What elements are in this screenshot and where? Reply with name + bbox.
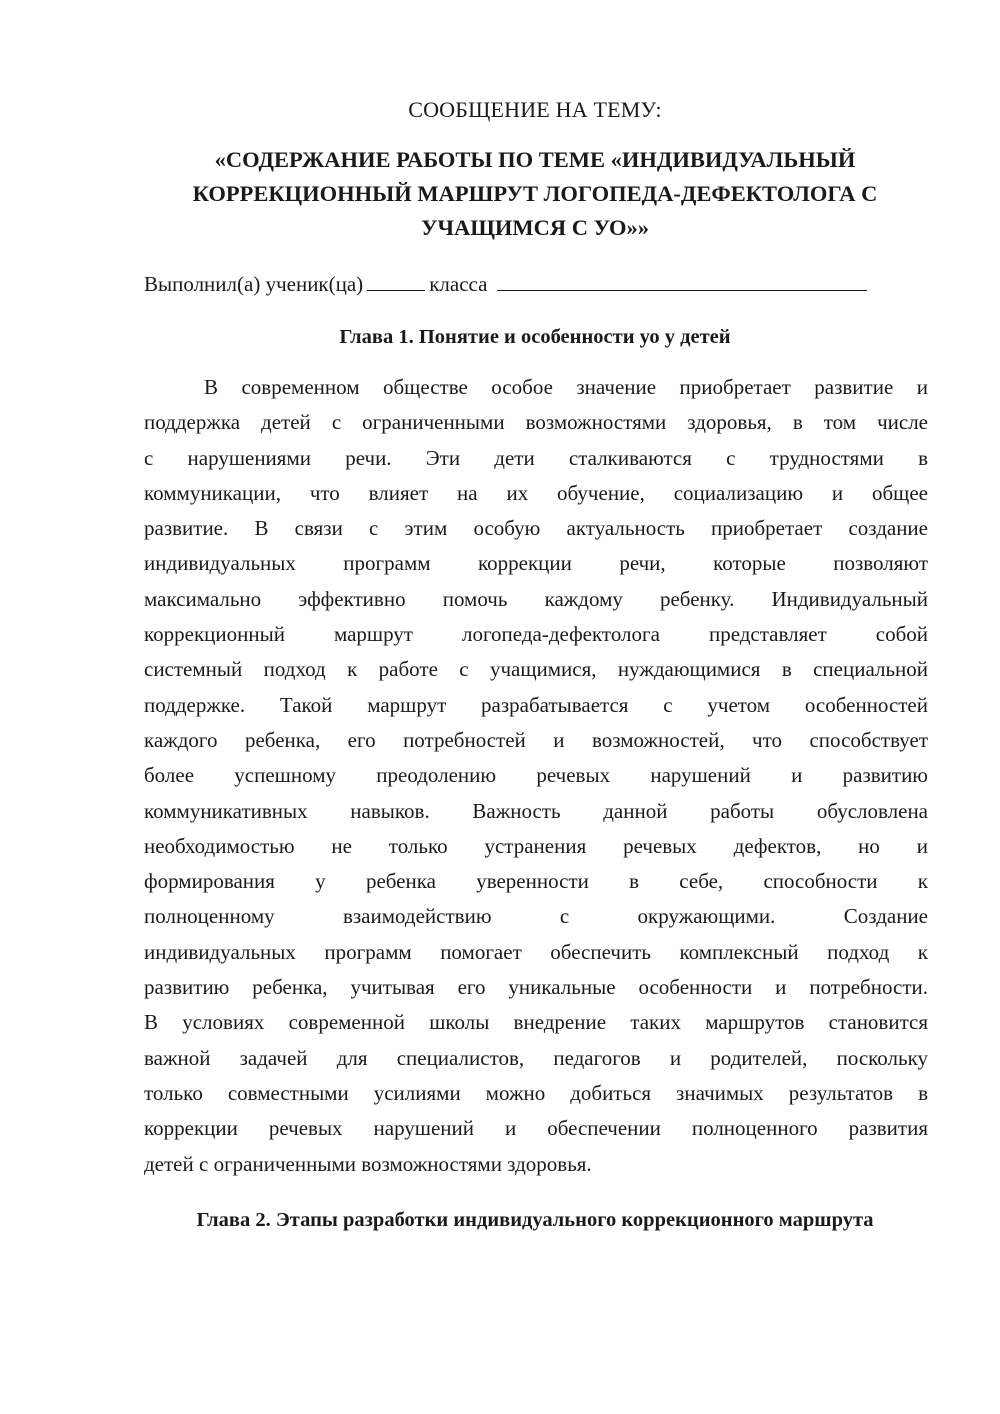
- title-line: КОРРЕКЦИОННЫЙ МАРШРУТ ЛОГОПЕДА-ДЕФЕКТОЛОГА С: [192, 181, 878, 206]
- document-heading: СООБЩЕНИЕ НА ТЕМУ:: [408, 97, 662, 122]
- paragraph-line: каждого ребенка, его потребностей и возможностей, что способствует: [144, 727, 928, 752]
- chapter-2-heading: Глава 2. Этапы разработки индивидуального коррекционного маршрута: [196, 1209, 874, 1231]
- student-label: Выполнил(а) ученик(ца): [144, 272, 364, 296]
- paragraph-line: максимально эффективно помочь каждому ребенку. Индивидуальный: [144, 586, 928, 611]
- paragraph-line: коррекции речевых нарушений и обеспечении полноценного развития: [144, 1116, 928, 1141]
- document-title: [35, 143, 1000, 245]
- chapter-1-heading: Глава 1. Понятие и особенности уо у детей: [339, 326, 731, 348]
- paragraph-line: полноценному взаимодействию с окружающими. Создание: [144, 904, 928, 929]
- paragraph-line: детей с ограниченными возможностями здоровья.: [144, 1151, 592, 1176]
- paragraph-line: важной задачей для специалистов, педагогов и родителей, поскольку: [144, 1045, 928, 1070]
- paragraph-line: развитие. В связи с этим особую актуальность приобретает создание: [144, 516, 928, 541]
- paragraph-line: коммуникации, что влияет на их обучение, социализацию и общее: [144, 480, 928, 505]
- student-signature-line: [144, 269, 867, 299]
- paragraph-line: коммуникативных навыков. Важность данной работы обусловлена: [144, 798, 928, 823]
- class-label: класса: [429, 272, 488, 296]
- title-line: «СОДЕРЖАНИЕ РАБОТЫ ПО ТЕМЕ «ИНДИВИДУАЛЬНЫЙ: [214, 147, 856, 172]
- paragraph-line: поддержке. Такой маршрут разрабатывается с учетом особенностей: [144, 692, 928, 717]
- paragraph-line: коррекционный маршрут логопеда-дефектолога представляет собой: [144, 622, 928, 647]
- paragraph-line: с нарушениями речи. Эти дети сталкиваются с трудностями в: [144, 445, 928, 470]
- paragraph-line: индивидуальных программ коррекции речи, которые позволяют: [144, 551, 928, 576]
- title-line: УЧАЩИМСЯ С УО»»: [420, 215, 650, 240]
- paragraph-line: развитию ребенка, учитывая его уникальные особенности и потребности.: [144, 975, 928, 1000]
- paragraph-line: необходимостью не только устранения речевых дефектов, но и: [144, 833, 928, 858]
- paragraph-line: только совместными усилиями можно добиться значимых результатов в: [144, 1080, 928, 1105]
- paragraph-line: индивидуальных программ помогает обеспечить комплексный подход к: [144, 939, 928, 964]
- class-number-blank: [367, 271, 425, 291]
- paragraph-line: поддержка детей с ограниченными возможностями здоровья, в том числе: [144, 410, 928, 435]
- paragraph-line: более успешному преодолению речевых нарушений и развитию: [144, 763, 928, 788]
- paragraph-line: В современном обществе особое значение приобретает развитие и: [204, 375, 928, 399]
- paragraph-line: системный подход к работе с учащимися, нуждающимися в специальной: [144, 657, 928, 682]
- student-name-blank: [497, 271, 867, 291]
- paragraph-line: формирования у ребенка уверенности в себе, способности к: [144, 869, 928, 894]
- paragraph-line: В условиях современной школы внедрение таких маршрутов становится: [144, 1010, 928, 1035]
- chapter-1-paragraph: [144, 370, 928, 1182]
